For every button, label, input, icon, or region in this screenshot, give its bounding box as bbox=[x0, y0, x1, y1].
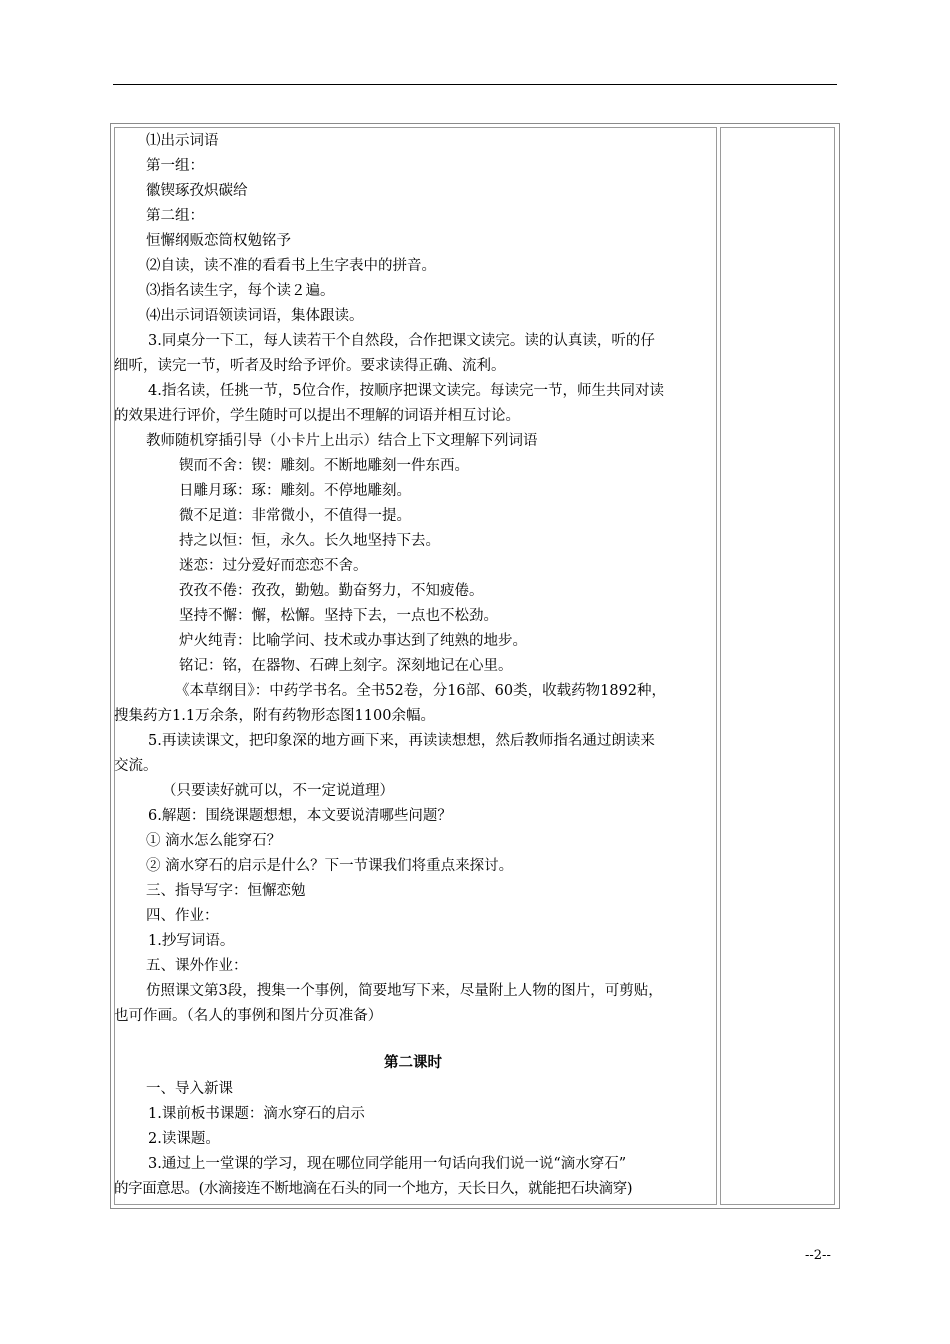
text-line: 一、导入新课 bbox=[146, 1081, 233, 1097]
vocab-line: 迷恋：过分爱好而恋恋不舍。 bbox=[179, 558, 368, 574]
text-line: 教师随机穿插引导（小卡片上出示）结合上下文理解下列词语 bbox=[146, 433, 538, 449]
text-line: 的效果进行评价，学生随时可以提出不理解的词语并相互讨论。 bbox=[114, 408, 520, 424]
text-line: ① 滴水怎么能穿石？ bbox=[146, 833, 282, 849]
text-line: ⑶指名读生字，每个读２遍。 bbox=[146, 283, 335, 299]
vocab-line: 日雕月琢：琢：雕刻。不停地雕刻。 bbox=[179, 483, 411, 499]
vocab-line: 铭记：铭，在器物、石碑上刻字。深刻地记在心里。 bbox=[179, 658, 513, 674]
text-line: 4.指名读，任挑一节，5位合作，按顺序把课文读完。每读完一节，师生共同对读 bbox=[148, 383, 665, 399]
text-line: 3.同桌分一下工，每人读若干个自然段，合作把课文读完。读的认真读，听的仔 bbox=[148, 333, 655, 349]
text-line: 也可作画。（名人的事例和图片分页准备） bbox=[114, 1008, 383, 1024]
section-heading: 第二课时 bbox=[384, 1054, 442, 1071]
notes-cell bbox=[720, 127, 835, 1205]
text-line: 细听，读完一节，听者及时给予评价。要求读得正确、流利。 bbox=[114, 358, 506, 374]
text-line: ② 滴水穿石的启示是什么？下一节课我们将重点来探讨。 bbox=[146, 858, 514, 874]
text-line: 四、作业： bbox=[146, 908, 219, 924]
text-line: 第二组： bbox=[146, 208, 204, 224]
header-rule bbox=[113, 84, 837, 85]
text-line: 仿照课文第3段，搜集一个事例，简要地写下来，尽量附上人物的图片，可剪贴， bbox=[146, 983, 663, 999]
text-line: 搜集药方1.1万余条，附有药物形态图1100余幅。 bbox=[114, 708, 435, 724]
text-line: ⑷出示词语领读词语，集体跟读。 bbox=[146, 308, 364, 324]
vocab-line: 坚持不懈：懈，松懈。坚持下去，一点也不松劲。 bbox=[179, 608, 498, 624]
text-line: 三、指导写字：恒懈恋勉 bbox=[146, 883, 306, 899]
vocab-line: 微不足道：非常微小，不值得一提。 bbox=[179, 508, 411, 524]
text-line: （只要读好就可以，不一定说道理） bbox=[162, 783, 394, 799]
text-line: 徽锲琢孜炽碳给 bbox=[146, 183, 248, 199]
text-line: 2.读课题。 bbox=[148, 1131, 220, 1147]
text-line: ⑵自读，读不准的看看书上生字表中的拼音。 bbox=[146, 258, 436, 274]
text-line: 的字面意思。(水滴接连不断地滴在石头的同一个地方，天长日久，就能把石块滴穿) bbox=[114, 1181, 633, 1197]
vocab-line: 炉火纯青：比喻学问、技术或办事达到了纯熟的地步。 bbox=[179, 633, 527, 649]
page-number: --2-- bbox=[805, 1248, 831, 1263]
text-line: 3.通过上一堂课的学习，现在哪位同学能用一句话向我们说一说“滴水穿石” bbox=[148, 1156, 627, 1172]
text-line: 6.解题：围绕课题想想，本文要说清哪些问题？ bbox=[148, 808, 452, 824]
text-line: 恒懈纲贩恋筒权勉铭予 bbox=[146, 233, 291, 249]
text-line: ⑴出示词语 bbox=[146, 133, 219, 149]
text-line: 五、课外作业： bbox=[146, 958, 248, 974]
vocab-line: 持之以恒：恒，永久。长久地坚持下去。 bbox=[179, 533, 440, 549]
text-line: 第一组： bbox=[146, 158, 204, 174]
text-line: 交流。 bbox=[114, 758, 158, 774]
vocab-line: 孜孜不倦：孜孜，勤勉。勤奋努力，不知疲倦。 bbox=[179, 583, 484, 599]
text-line: 1.抄写词语。 bbox=[148, 933, 235, 949]
vocab-line: 锲而不舍：锲：雕刻。不断地雕刻一件东西。 bbox=[179, 458, 469, 474]
text-line: 1.课前板书课题：滴水穿石的启示 bbox=[148, 1106, 365, 1122]
text-line: 5.再读读课文，把印象深的地方画下来，再读读想想，然后教师指名通过朗读来 bbox=[148, 733, 655, 749]
text-line: 《本草纲目》：中药学书名。全书52卷，分16部、60类，收载药物1892种， bbox=[175, 683, 667, 699]
